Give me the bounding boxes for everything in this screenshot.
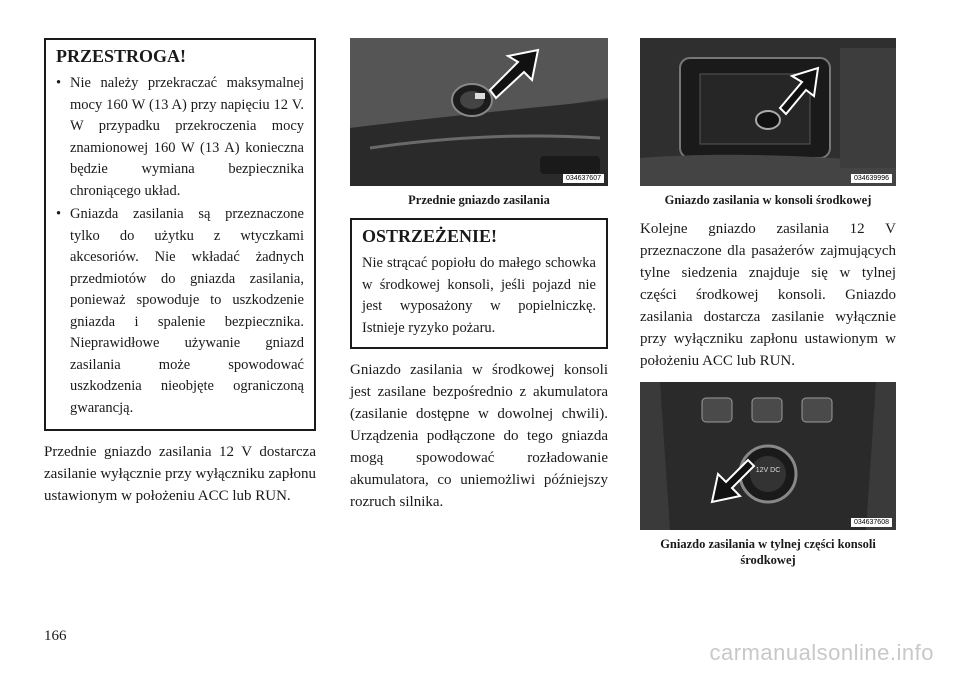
socket-label: 12V DC <box>755 467 781 474</box>
front-outlet-illustration <box>350 38 608 186</box>
console-outlet-illustration <box>640 38 896 186</box>
caution-box <box>44 38 316 431</box>
rear-outlet-paragraph: Kolejne gniazdo zasilania 12 V przeznaczone dla pasażerów zajmujących tylne siedzenia znajduje się w tylnej części środkowej konsoli. Gniazdo zasilania dostarcza zasilanie wyłącznie przy wyłączniku zapłonu ustawionym w położeniu ACC lub RUN. <box>640 221 896 369</box>
page-number: 166 <box>44 628 67 644</box>
warning-title: OSTRZEŻENIE! <box>362 226 498 246</box>
console-outlet-photo <box>640 38 896 186</box>
rear-outlet-photo <box>640 382 896 530</box>
front-outlet-photo <box>350 38 608 186</box>
warning-box <box>350 218 608 349</box>
left-column <box>44 38 316 507</box>
console-outlet-paragraph: Gniazdo zasilania w środkowej konsoli jest zasilane bezpośrednio z akumulatora (zasilanie dostępne w dowolnej chwili). Urządzenia podłączone do tego gniazda mogą spowodować rozładowanie akumulatora, co uniemożliwi późniejszy rozruch silnika. <box>350 362 608 510</box>
warning-text: Nie strącać popiołu do małego schowka w środkowej konsoli, jeśli pojazd nie jest wyposażony w popielniczkę. Istnieje ryzyko pożaru. <box>362 255 596 336</box>
rear-outlet-illustration <box>640 382 896 530</box>
caution-item: • Nie należy przekraczać maksymalnej mocy 160 W (13 A) przy napięciu 12 V. W przypadku przekroczenia mocy znamionowej 160 W (13 A) konieczna będzie wymiana bezpiecznika chroniącego układ. <box>56 73 304 202</box>
watermark: carmanualsonline.info <box>709 640 934 665</box>
figure-code: 034637607 <box>563 174 604 183</box>
figure-code: 034639996 <box>851 174 892 183</box>
front-outlet-paragraph: Przednie gniazdo zasilania 12 V dostarcza zasilanie wyłącznie przy wyłączniku zapłonu ustawionym w położeniu ACC lub RUN. <box>44 444 316 504</box>
rear-outlet-caption: Gniazdo zasilania w tylnej części konsoli środkowej <box>660 537 876 567</box>
caution-title: PRZESTROGA! <box>56 46 187 66</box>
front-outlet-caption: Przednie gniazdo zasilania <box>408 193 550 207</box>
console-outlet-caption: Gniazdo zasilania w konsoli środkowej <box>664 193 872 207</box>
caution-list <box>56 73 304 419</box>
figure-code: 034637608 <box>851 518 892 527</box>
right-column <box>640 38 896 578</box>
middle-column <box>350 38 608 513</box>
caution-item: • Gniazda zasilania są przeznaczone tylko do użytku z wtyczkami akcesoriów. Nie wkładać żadnych przedmiotów do gniazda zasilania, ponieważ spowoduje to uszkodzenie gniazda i spalenie bezpiecznika. Nieprawidłowe używanie gniazd zasilania może spowodować uszkodzenia nieobjęte ograniczoną gwarancją. <box>56 204 304 419</box>
